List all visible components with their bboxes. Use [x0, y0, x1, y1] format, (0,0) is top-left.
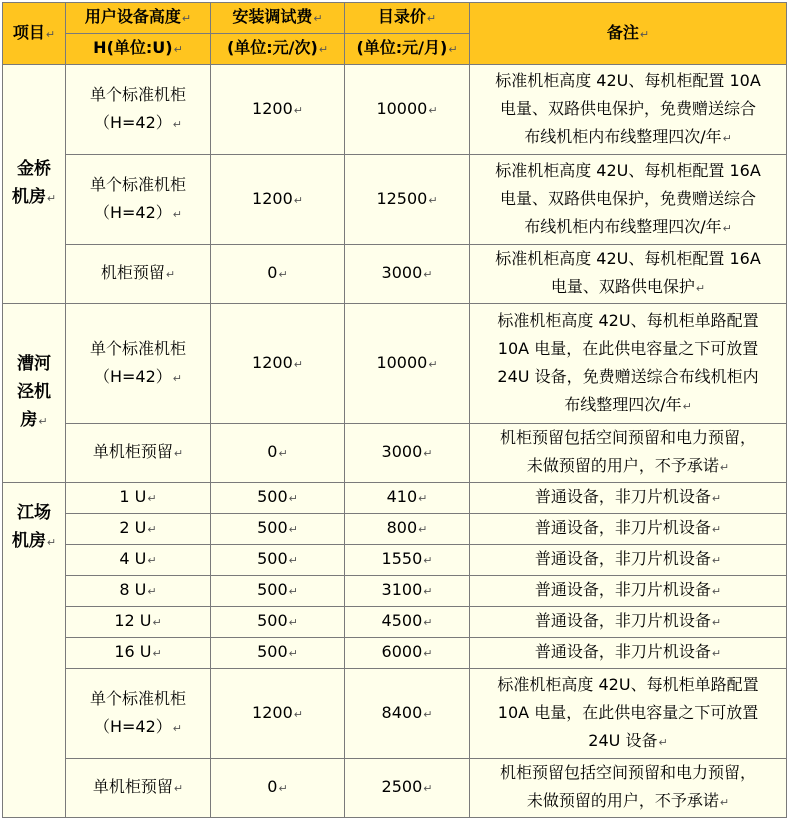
table-row	[3, 245, 787, 304]
note-cell: 普通设备，非刀片机设备↵	[470, 545, 787, 576]
height-cell: 2 U↵	[66, 514, 211, 545]
height-cell: 16 U↵	[66, 638, 211, 669]
note-cell: 标准机柜高度 42U、每机柜配置 10A 电量、双路供电保护，免费赠送综合 布线机柜内布线整理四次/年↵	[470, 65, 787, 155]
group-caohejing: 漕河 泾机 房↵	[3, 304, 66, 483]
height-cell: 单个标准机柜 （H=42）↵	[66, 304, 211, 424]
height-cell: 单个标准机柜 （H=42）↵	[66, 669, 211, 759]
fee-cell: 1200↵	[211, 669, 345, 759]
fee-cell: 1200↵	[211, 304, 345, 424]
price-cell: 8400↵	[345, 669, 470, 759]
fee-cell: 500↵	[211, 576, 345, 607]
note-cell: 普通设备，非刀片机设备↵	[470, 514, 787, 545]
pricing-table	[2, 2, 787, 818]
fee-cell: 1200↵	[211, 65, 345, 155]
fee-cell: 500↵	[211, 514, 345, 545]
header-height-line1: 用户设备高度↵	[66, 3, 211, 34]
height-cell: 1 U↵	[66, 483, 211, 514]
price-cell: 3000↵	[345, 424, 470, 483]
height-cell: 单个标准机柜 （H=42）↵	[66, 155, 211, 245]
note-cell: 普通设备，非刀片机设备↵	[470, 607, 787, 638]
table-row	[3, 514, 787, 545]
fee-cell: 0↵	[211, 759, 345, 818]
fee-cell: 1200↵	[211, 155, 345, 245]
fee-cell: 0↵	[211, 245, 345, 304]
header-fee-line2: (单位:元/次)↵	[211, 34, 345, 65]
height-cell: 8 U↵	[66, 576, 211, 607]
table-row	[3, 607, 787, 638]
table-row	[3, 304, 787, 424]
note-cell: 标准机柜高度 42U、每机柜配置 16A 电量、双路供电保护↵	[470, 245, 787, 304]
note-cell: 机柜预留包括空间预留和电力预留， 未做预留的用户，不予承诺↵	[470, 759, 787, 818]
price-cell: 3000↵	[345, 245, 470, 304]
table-row	[3, 483, 787, 514]
group-jinqiao: 金桥 机房↵	[3, 65, 66, 304]
table-row	[3, 424, 787, 483]
height-cell: 单机柜预留↵	[66, 424, 211, 483]
price-cell: 10000↵	[345, 65, 470, 155]
height-cell: 机柜预留↵	[66, 245, 211, 304]
table-row	[3, 759, 787, 818]
height-cell: 单个标准机柜 （H=42）↵	[66, 65, 211, 155]
price-cell: 4500↵	[345, 607, 470, 638]
fee-cell: 500↵	[211, 483, 345, 514]
note-cell: 普通设备，非刀片机设备↵	[470, 483, 787, 514]
table-row	[3, 638, 787, 669]
fee-cell: 0↵	[211, 424, 345, 483]
price-cell: 2500↵	[345, 759, 470, 818]
header-note: 备注↵	[470, 3, 787, 65]
price-cell: 6000↵	[345, 638, 470, 669]
fee-cell: 500↵	[211, 607, 345, 638]
table-row	[3, 545, 787, 576]
price-cell: 12500↵	[345, 155, 470, 245]
height-cell: 单机柜预留↵	[66, 759, 211, 818]
price-cell: 800↵	[345, 514, 470, 545]
header-height-line2: H(单位:U)↵	[66, 34, 211, 65]
table-row	[3, 155, 787, 245]
note-cell: 标准机柜高度 42U、每机柜单路配置 10A 电量，在此供电容量之下可放置 24U 设备，免费赠送综合布线机柜内 布线整理四次/年↵	[470, 304, 787, 424]
note-cell: 标准机柜高度 42U、每机柜配置 16A 电量、双路供电保护，免费赠送综合 布线机柜内布线整理四次/年↵	[470, 155, 787, 245]
header-price-line2: (单位:元/月)↵	[345, 34, 470, 65]
note-cell: 普通设备，非刀片机设备↵	[470, 638, 787, 669]
note-cell: 普通设备，非刀片机设备↵	[470, 576, 787, 607]
note-cell: 机柜预留包括空间预留和电力预留， 未做预留的用户，不予承诺↵	[470, 424, 787, 483]
header-price-line1: 目录价↵	[345, 3, 470, 34]
table-row	[3, 65, 787, 155]
height-cell: 12 U↵	[66, 607, 211, 638]
price-cell: 1550↵	[345, 545, 470, 576]
fee-cell: 500↵	[211, 545, 345, 576]
price-cell: 3100↵	[345, 576, 470, 607]
height-cell: 4 U↵	[66, 545, 211, 576]
header-item: 项目↵	[3, 3, 66, 65]
price-cell: 10000↵	[345, 304, 470, 424]
fee-cell: 500↵	[211, 638, 345, 669]
table-row	[3, 669, 787, 759]
price-cell: 410↵	[345, 483, 470, 514]
group-jiangchang: 江场 机房↵	[3, 483, 66, 818]
table-row	[3, 576, 787, 607]
header-fee-line1: 安装调试费↵	[211, 3, 345, 34]
note-cell: 标准机柜高度 42U、每机柜单路配置 10A 电量，在此供电容量之下可放置 24U 设备↵	[470, 669, 787, 759]
